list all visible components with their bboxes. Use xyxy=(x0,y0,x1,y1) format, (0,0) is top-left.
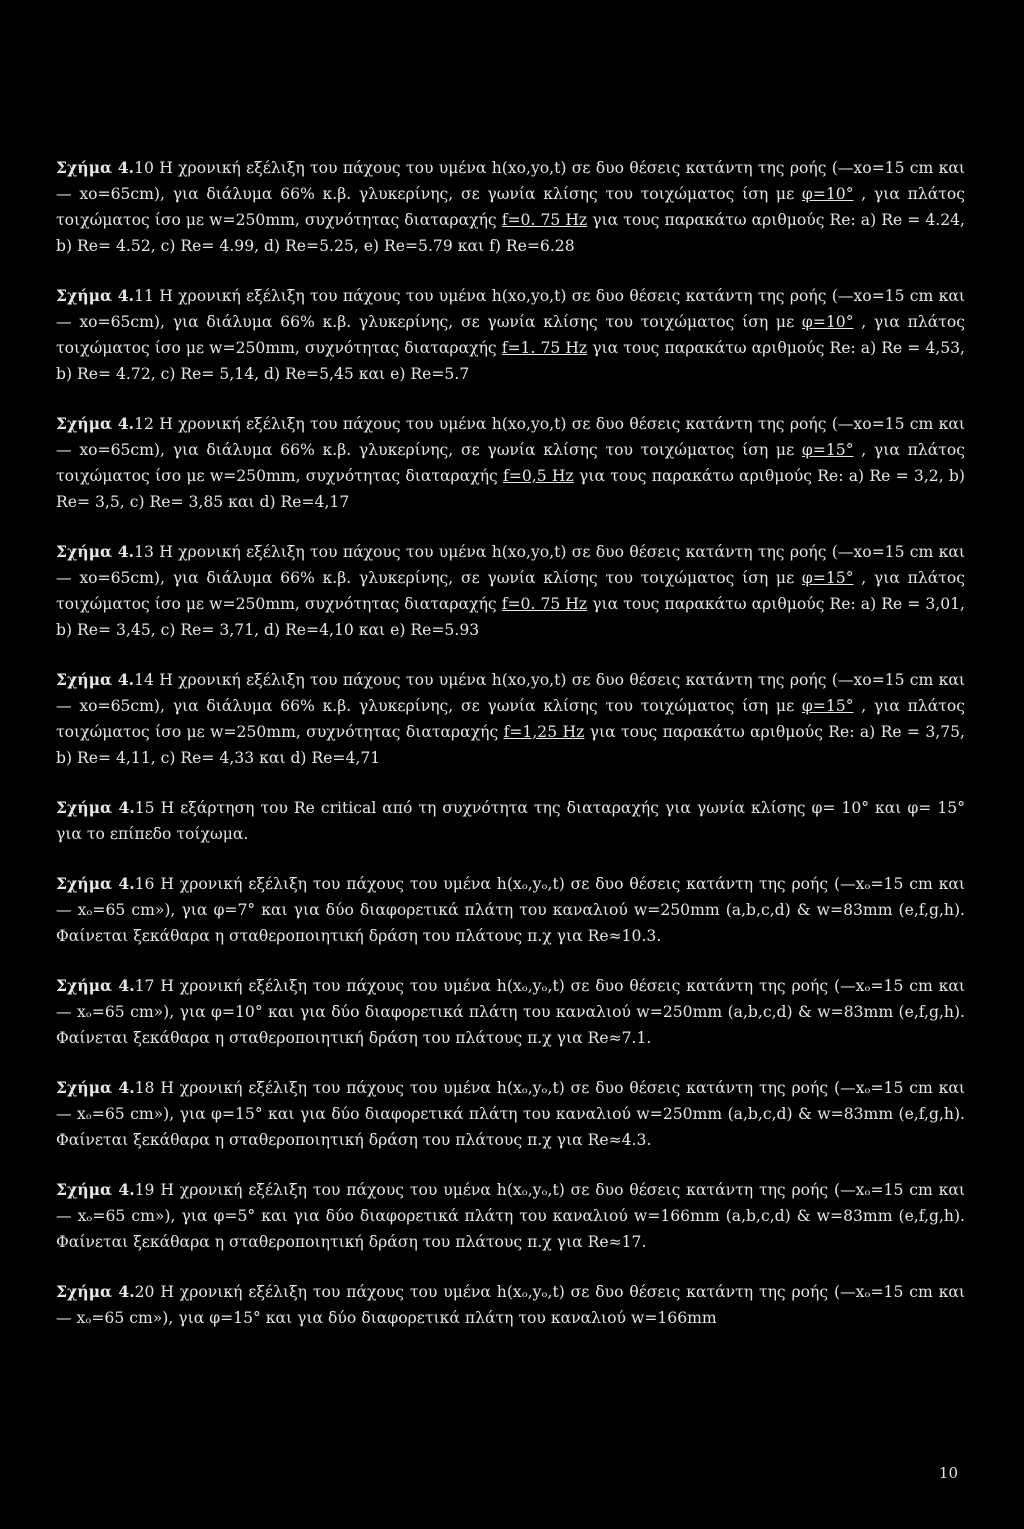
caption-text: για τους παρακάτω αριθμούς Re: a) Re = 4,53, b) Re= 4.72, c) Re= 5,14, d) Re=5,45 και e) Re=5.7 xyxy=(56,339,966,383)
caption-text: Η χρονική εξέλιξη του πάχους του υμένα h(xo,yo,t) σε δυο θέσεις κατάντη της ροής (—xo=15 cm και — xo=65cm), για διάλυμα 66% κ.β. γλυκερίνης, σε γωνία κλίσης του τοιχώματος ίση με xyxy=(56,159,965,203)
figure-caption-4-19 xyxy=(56,1177,965,1255)
caption-number: 17 xyxy=(134,977,155,995)
caption-text: , για πλάτος τοιχώματος ίσο με w=250mm, συχνότητας διαταραχής xyxy=(56,697,965,741)
caption-text: Η χρονική εξέλιξη του πάχους του υμένα h(xo,yo,t) σε δυο θέσεις κατάντη της ροής (—xo=15 cm και — xo=65cm), για διάλυμα 66% κ.β. γλυκερίνης, σε γωνία κλίσης του τοιχώματος ίση με xyxy=(56,543,965,587)
caption-text: Η εξάρτηση του Re critical από τη συχνότητα της διαταραχής για γωνία κλίσης φ= 10° και φ= 15° για το επίπεδο τοίχωμα. xyxy=(56,799,965,843)
caption-number: 10 xyxy=(134,159,154,177)
page-number: 10 xyxy=(938,1464,958,1482)
caption-angle: φ=10° xyxy=(801,313,854,331)
caption-number: 15 xyxy=(134,799,155,817)
caption-angle: φ=15° xyxy=(801,441,854,459)
caption-number: 13 xyxy=(134,543,154,561)
caption-label: Σχήμα 4. xyxy=(56,1282,135,1301)
figure-caption-4-18 xyxy=(56,1075,965,1153)
caption-text: Η χρονική εξέλιξη του πάχους του υμένα h(xo,yo,t) σε δυο θέσεις κατάντη της ροής (—xo=15 cm και — xo=65cm), για διάλυμα 66% κ.β. γλυκερίνης, σε γωνία κλίσης του τοιχώματος ίση με xyxy=(56,287,965,331)
figure-caption-4-16 xyxy=(56,871,965,949)
caption-text: Η χρονική εξέλιξη του πάχους του υμένα h(xo,yo,t) σε δυο θέσεις κατάντη της ροής (—xo=15 cm και — xo=65cm), για διάλυμα 66% κ.β. γλυκερίνης, σε γωνία κλίσης του τοιχώματος ίση με xyxy=(56,415,965,459)
figure-caption-4-14 xyxy=(56,667,965,771)
caption-frequency: f=0. 75 Hz xyxy=(501,211,588,229)
caption-number: 12 xyxy=(134,415,154,433)
figure-caption-4-11 xyxy=(56,283,965,387)
figure-caption-4-13 xyxy=(56,539,965,643)
caption-text: , για πλάτος τοιχώματος ίσο με w=250mm, συχνότητας διαταραχής xyxy=(56,185,965,229)
caption-text: , για πλάτος τοιχώματος ίσο με w=250mm, συχνότητας διαταραχής xyxy=(56,569,965,613)
caption-text: Η χρονική εξέλιξη του πάχους του υμένα h(xₒ,yₒ,t) σε δυο θέσεις κατάντη της ροής (—xₒ=15 cm και — xₒ=65 cm»), για φ=15° και για δύο διαφορετικά πλάτη του καναλιού w=250mm (a,b,c,d) & w=83mm (e,f,g,h). Φαίνεται ξεκάθαρα η σταθεροποιητική δράση του πλάτους π.χ για Re≈4.3. xyxy=(56,1079,965,1149)
caption-label: Σχήμα 4. xyxy=(56,1078,135,1097)
caption-text: Η χρονική εξέλιξη του πάχους του υμένα h(xₒ,yₒ,t) σε δυο θέσεις κατάντη της ροής (—xₒ=15 cm και — xₒ=65 cm»), για φ=10° και για δύο διαφορετικά πλάτη του καναλιού w=250mm (a,b,c,d) & w=83mm (e,f,g,h). Φαίνεται ξεκάθαρα η σταθεροποιητική δράση του πλάτους π.χ για Re≈7.1. xyxy=(56,977,965,1047)
caption-number: 11 xyxy=(134,287,154,305)
caption-frequency: f=0,5 Hz xyxy=(503,467,574,485)
caption-number: 19 xyxy=(134,1181,155,1199)
caption-label: Σχήμα 4. xyxy=(56,158,135,177)
caption-text: , για πλάτος τοιχώματος ίσο με w=250mm, συχνότητας διαταραχής xyxy=(56,313,965,357)
caption-number: 16 xyxy=(134,875,155,893)
figure-caption-4-17 xyxy=(56,973,965,1051)
document-body xyxy=(56,155,965,1355)
caption-label: Σχήμα 4. xyxy=(56,414,135,433)
caption-text: για τους παρακάτω αριθμούς Re: a) Re = 3,2, b) Re= 3,5, c) Re= 3,85 και d) Re=4,17 xyxy=(56,467,965,511)
caption-angle: φ=15° xyxy=(801,569,854,587)
figure-caption-4-10 xyxy=(56,155,965,259)
caption-text: για τους παρακάτω αριθμούς Re: a) Re = 3,75, b) Re= 4,11, c) Re= 4,33 και d) Re=4,71 xyxy=(56,723,966,767)
figure-caption-4-12 xyxy=(56,411,965,515)
caption-frequency: f=1. 75 Hz xyxy=(501,339,588,357)
caption-text: για τους παρακάτω αριθμούς Re: a) Re = 3,01, b) Re= 3,45, c) Re= 3,71, d) Re=4,10 και e) Re=5.93 xyxy=(56,595,966,639)
caption-text: για τους παρακάτω αριθμούς Re: a) Re = 4.24, b) Re= 4.52, c) Re= 4.99, d) Re=5.25, e) Re=5.79 και f) Re=6.28 xyxy=(56,211,966,255)
caption-label: Σχήμα 4. xyxy=(56,798,135,817)
figure-caption-4-20 xyxy=(56,1279,965,1331)
caption-number: 18 xyxy=(134,1079,155,1097)
caption-angle: φ=15° xyxy=(801,697,854,715)
caption-label: Σχήμα 4. xyxy=(56,976,135,995)
caption-frequency: f=1,25 Hz xyxy=(503,723,585,741)
caption-number: 14 xyxy=(134,671,154,689)
caption-angle: φ=10° xyxy=(801,185,854,203)
caption-number: 20 xyxy=(134,1283,155,1301)
caption-label: Σχήμα 4. xyxy=(56,542,135,561)
caption-text: Η χρονική εξέλιξη του πάχους του υμένα h(xo,yo,t) σε δυο θέσεις κατάντη της ροής (—xo=15 cm και — xo=65cm), για διάλυμα 66% κ.β. γλυκερίνης, σε γωνία κλίσης του τοιχώματος ίση με xyxy=(56,671,965,715)
caption-text: Η χρονική εξέλιξη του πάχους του υμένα h(xₒ,yₒ,t) σε δυο θέσεις κατάντη της ροής (—xₒ=15 cm και — xₒ=65 cm»), για φ=15° και για δύο διαφορετικά πλάτη του καναλιού w=166mm xyxy=(56,1283,965,1327)
caption-frequency: f=0. 75 Hz xyxy=(501,595,588,613)
caption-label: Σχήμα 4. xyxy=(56,874,135,893)
caption-label: Σχήμα 4. xyxy=(56,286,135,305)
caption-text: , για πλάτος τοιχώματος ίσο με w=250mm, συχνότητας διαταραχής xyxy=(56,441,965,485)
caption-label: Σχήμα 4. xyxy=(56,1180,135,1199)
caption-text: Η χρονική εξέλιξη του πάχους του υμένα h(xₒ,yₒ,t) σε δυο θέσεις κατάντη της ροής (—xₒ=15 cm και — xₒ=65 cm»), για φ=7° και για δύο διαφορετικά πλάτη του καναλιού w=250mm (a,b,c,d) & w=83mm (e,f,g,h). Φαίνεται ξεκάθαρα η σταθεροποιητική δράση του πλάτους π.χ για Re≈10.3. xyxy=(56,875,965,945)
figure-caption-4-15 xyxy=(56,795,965,847)
caption-text: Η χρονική εξέλιξη του πάχους του υμένα h(xₒ,yₒ,t) σε δυο θέσεις κατάντη της ροής (—xₒ=15 cm και — xₒ=65 cm»), για φ=5° και για δύο διαφορετικά πλάτη του καναλιού w=166mm (a,b,c,d) & w=83mm (e,f,g,h). Φαίνεται ξεκάθαρα η σταθεροποιητική δράση του πλάτους π.χ για Re≈17. xyxy=(56,1181,965,1251)
caption-label: Σχήμα 4. xyxy=(56,670,135,689)
